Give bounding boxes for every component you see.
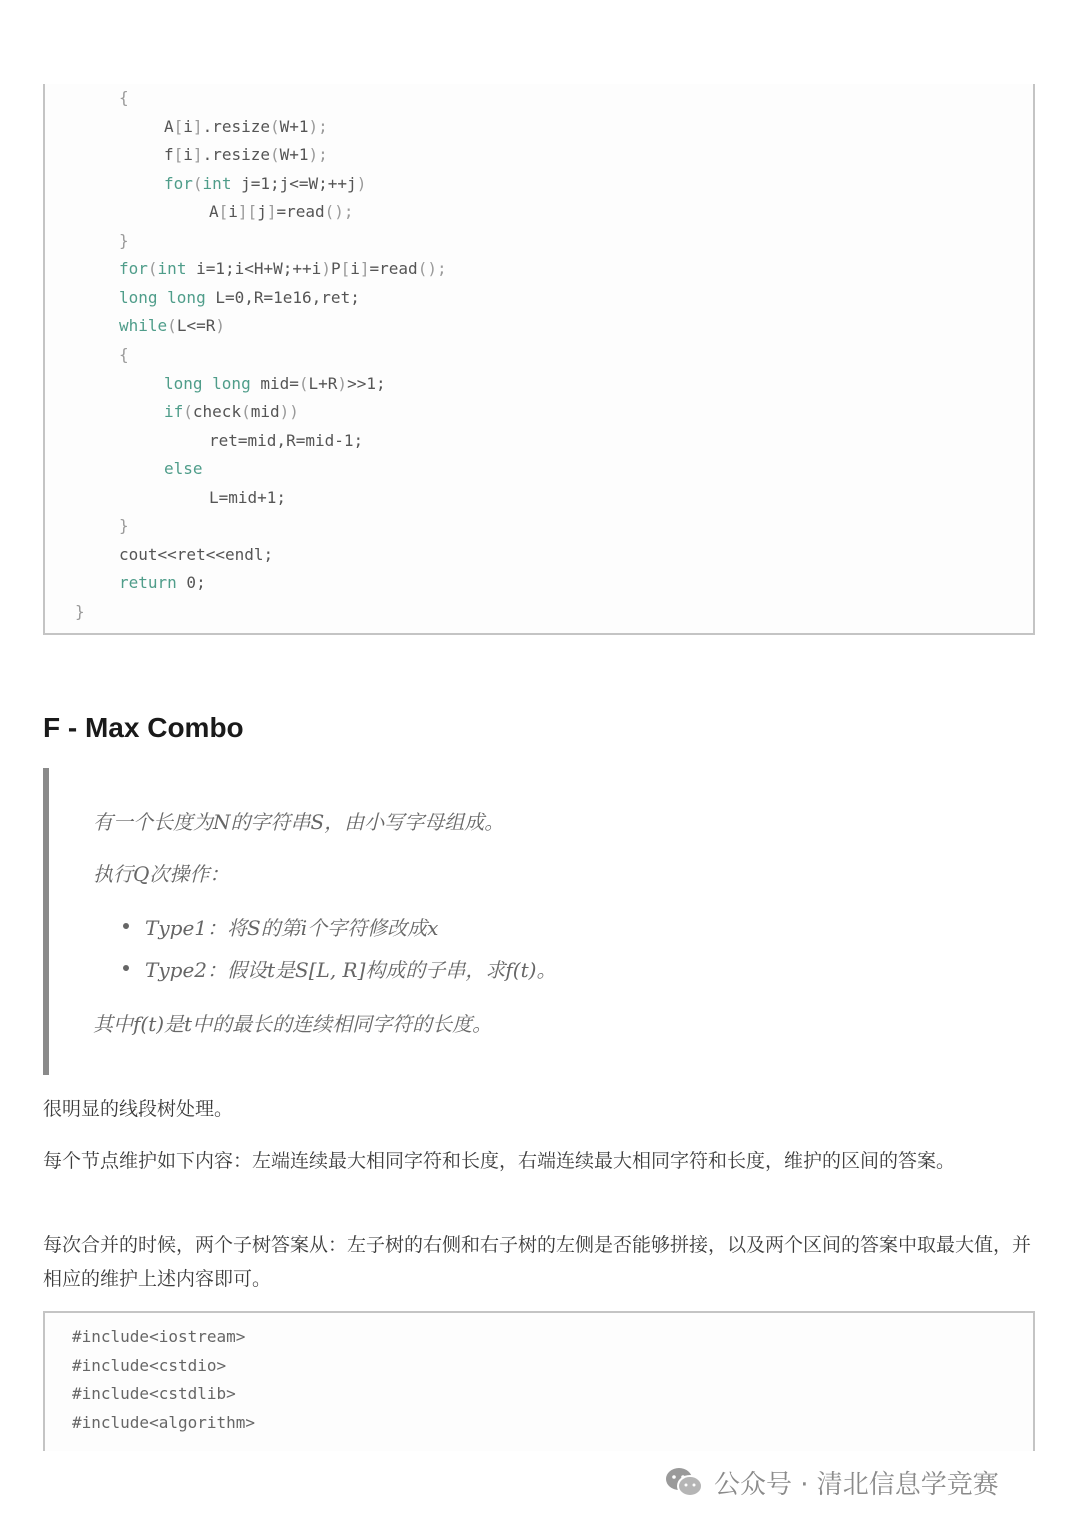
code-token: P	[330, 259, 341, 279]
code-token: (	[241, 402, 251, 422]
code-token: int	[202, 173, 232, 193]
code-token: mid	[250, 402, 280, 422]
code-token: return	[119, 573, 177, 593]
code-token: ]	[359, 259, 370, 279]
code-token: if	[164, 402, 184, 422]
code-token: }	[75, 601, 85, 621]
code-token: W+1	[279, 116, 309, 136]
code-token: [	[173, 116, 184, 136]
code-token: else	[164, 459, 203, 479]
code-token: int	[157, 259, 187, 279]
code-token: L+R	[308, 373, 338, 393]
code-line: #include<cstdlib>	[72, 1384, 236, 1403]
code-token: =read	[369, 259, 418, 279]
bullet-dot	[123, 965, 129, 971]
code-token: =read	[276, 202, 325, 222]
code-line: #include<iostream>	[72, 1327, 246, 1346]
code-token: >>1;	[347, 373, 386, 393]
operation-type2: Type2：假设t是S[L, R]构成的子串，求f(t)。	[145, 958, 557, 982]
code-token: cout<<ret<<endl;	[119, 544, 274, 564]
code-token: (	[167, 316, 177, 336]
code-line	[119, 312, 225, 340]
problem-statement-line: 有一个长度为N的字符串S，由小写字母组成。	[93, 810, 505, 834]
code-token: L=0,R=1e16,ret;	[205, 287, 360, 307]
wechat-icon	[664, 1466, 704, 1498]
code-token: L=mid+1;	[209, 487, 287, 507]
bullet-dot	[123, 923, 129, 929]
code-token: i	[183, 116, 193, 136]
code-line	[164, 455, 203, 483]
code-token: 0;	[176, 573, 206, 593]
code-token: for	[164, 173, 193, 193]
code-token: (	[192, 173, 203, 193]
code-token: (	[147, 259, 158, 279]
code-token: )	[356, 173, 367, 193]
code-token: [	[173, 145, 184, 165]
code-line: #include<cstdio>	[72, 1355, 227, 1375]
code-token: for	[119, 259, 148, 279]
code-token: L<=R	[176, 316, 216, 336]
code-token: j=1;j<=W;++j	[231, 173, 357, 193]
code-token: .resize	[202, 145, 270, 165]
code-block-main	[43, 84, 1035, 635]
code-token: .resize	[202, 116, 270, 136]
code-token: (	[183, 402, 193, 422]
code-line	[119, 284, 360, 312]
code-token: ][	[237, 202, 258, 222]
code-token: f	[164, 145, 174, 165]
code-token: long long	[164, 373, 251, 393]
code-token: ]	[266, 202, 277, 222]
code-token: )	[337, 373, 348, 393]
code-line	[209, 484, 286, 512]
code-token: ))	[279, 402, 299, 422]
code-line: #include<algorithm>	[72, 1412, 256, 1432]
code-line	[119, 255, 447, 283]
code-token: long long	[119, 287, 206, 307]
code-token: )	[321, 259, 331, 279]
code-token: [	[340, 259, 351, 279]
code-token: {	[119, 88, 129, 107]
code-token: A	[164, 116, 174, 136]
code-token: i	[183, 145, 193, 165]
code-line	[119, 341, 129, 369]
code-token: A	[209, 202, 219, 222]
watermark	[664, 1462, 999, 1502]
operations-intro: 执行Q次操作：	[93, 862, 230, 886]
code-token: );	[308, 145, 328, 165]
paragraph-3: 每次合并的时候，两个子树答案从：左子树的右侧和右子树的左侧是否能够拼接，以及两个区间的答案中取最大值，并相应的维护上述内容即可。	[43, 1234, 1032, 1290]
code-line	[209, 198, 354, 226]
code-token: j	[257, 202, 267, 222]
code-token: (	[298, 373, 309, 393]
paragraph-2: 每个节点维护如下内容：左端连续最大相同字符和长度，右端连续最大相同字符和长度，维护的区间的答案。	[43, 1150, 956, 1172]
code-token: W+1	[279, 145, 309, 165]
operation-type1: Type1：将S的第i个字符修改成x	[145, 916, 439, 940]
code-token: {	[119, 344, 129, 364]
code-line	[209, 427, 363, 455]
code-line	[75, 598, 85, 626]
code-token: );	[308, 116, 328, 136]
code-token: )	[215, 316, 225, 336]
code-line	[119, 512, 129, 540]
code-line	[119, 569, 206, 597]
code-token: i	[228, 202, 238, 222]
problem-blockquote	[43, 768, 1035, 1075]
code-token: check	[192, 402, 242, 422]
code-token: ]	[192, 116, 203, 136]
code-line	[164, 113, 328, 141]
code-token: i=1;i<H+W;++i	[186, 259, 322, 279]
code-token: ret=mid,R=mid-1;	[209, 430, 364, 450]
definition-line: 其中f(t)是t中的最长的连续相同字符的长度。	[93, 1012, 493, 1036]
code-line	[164, 141, 328, 169]
code-token: ();	[324, 202, 354, 222]
code-line	[164, 398, 299, 426]
code-token: while	[119, 316, 168, 336]
code-token: ]	[192, 145, 203, 165]
code-token: (	[270, 116, 280, 136]
code-line	[119, 227, 129, 255]
paragraph-1: 很明显的线段树处理。	[43, 1098, 234, 1120]
code-token: (	[270, 145, 280, 165]
code-token: }	[119, 230, 129, 250]
watermark-text: 公众号 · 清北信息学竞赛	[714, 1469, 999, 1500]
code-line	[164, 370, 386, 398]
code-block-includes	[43, 1311, 1035, 1451]
code-token: ();	[417, 259, 447, 279]
code-token: [	[218, 202, 229, 222]
code-line	[119, 84, 129, 112]
code-token: i	[350, 259, 360, 279]
code-token: mid=	[250, 373, 299, 393]
section-heading: F - Max Combo	[43, 712, 244, 743]
code-token: }	[119, 516, 129, 536]
code-line	[119, 541, 273, 569]
code-line	[164, 170, 366, 198]
